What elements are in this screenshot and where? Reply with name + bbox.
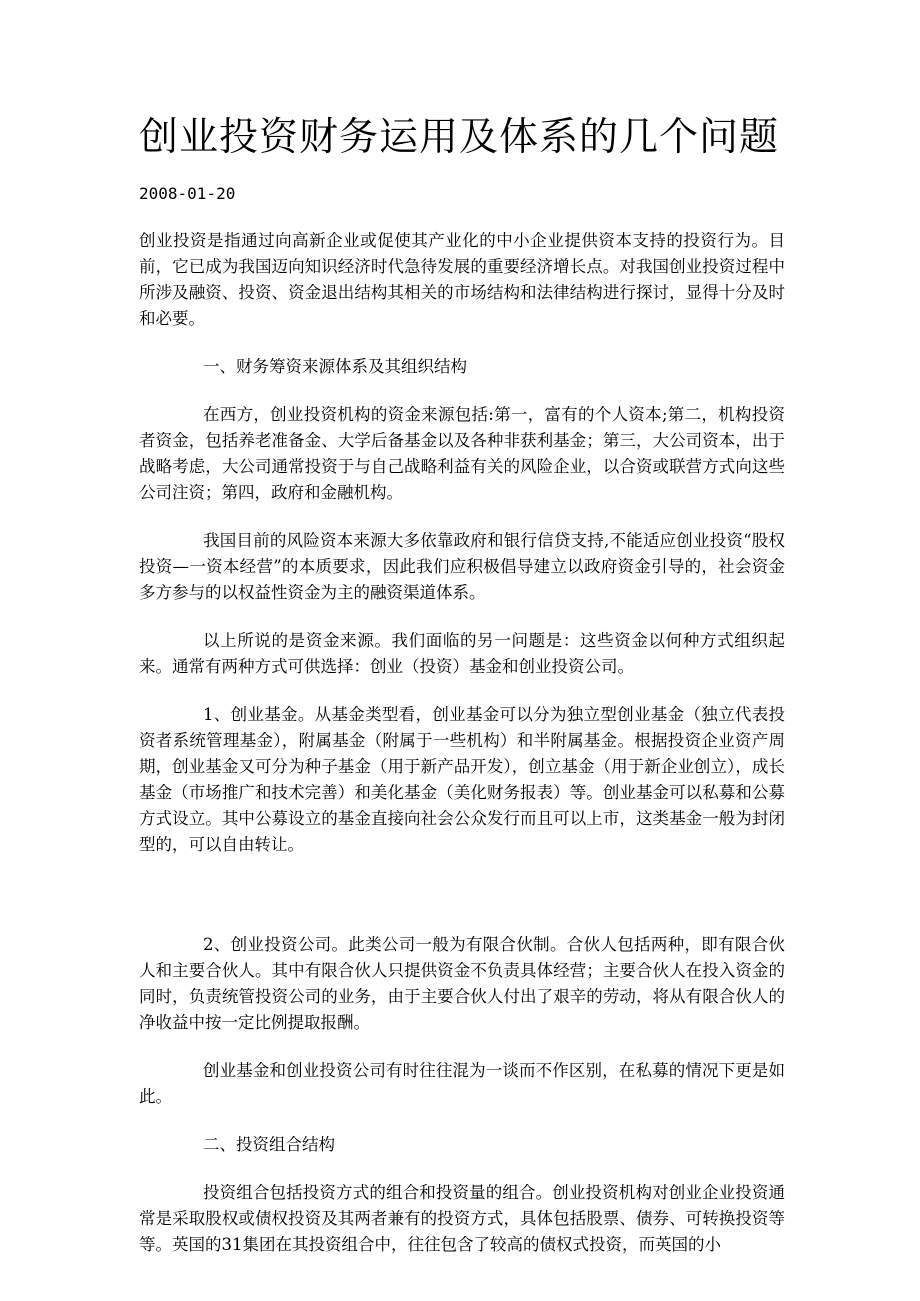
paragraph-venture-fund: 1、创业基金。从基金类型看，创业基金可以分为独立型创业基金（独立代表投资者系统管理基金），附属基金（附属于一些机构）和半附属基金。根据投资企业资产周期，创业基金又可分为种子基金（用于新产品开发），创立基金（用于新企业创立），成长基金（市场推广和技术完善）和美化基金（美化财务报表）等。创业基金可以私募和公募方式设立。其中公募设立的基金直接向社会公众发行而且可以上市，这类基金一般为封闭型的，可以自由转让。: [139, 705, 785, 854]
publish-date: 2008-01-20: [139, 184, 236, 203]
paragraph-portfolio: 投资组合包括投资方式的组合和投资量的组合。创业投资机构对创业企业投资通常是采取股权或债权投资及其两者兼有的投资方式，具体包括股票、债券、可转换投资等等。英国的31集团在其投资组合中，往往包含了较高的债权式投资，而英国的小: [139, 1183, 785, 1254]
paragraph-organization: 以上所说的是资金来源。我们面临的另一问题是：这些资金以何种方式组织起来。通常有两种方式可供选择：创业（投资）基金和创业投资公司。: [139, 631, 785, 676]
document-title: 创业投资财务运用及体系的几个问题: [139, 115, 780, 160]
intro-paragraph: 创业投资是指通过向高新企业或促使其产业化的中小企业提供资本支持的投资行为。目前，它已成为我国迈向知识经济时代急待发展的重要经济增长点。对我国创业投资过程中所涉及融资、投资、资金退出结构其相关的市场结构和法律结构进行探讨，显得十分及时和必要。: [139, 231, 785, 328]
paragraph-venture-company: 2、创业投资公司。此类公司一般为有限合伙制。合伙人包括两种，即有限合伙人和主要合伙人。其中有限合伙人只提供资金不负责具体经营；主要合伙人在投入资金的同时，负责统管投资公司的业务，由于主要合伙人付出了艰辛的劳动，将从有限合伙人的净收益中按一定比例提取报酬。: [139, 935, 785, 1032]
paragraph-distinction: 创业基金和创业投资公司有时往往混为一谈而不作区别，在私募的情况下更是如此。: [139, 1061, 785, 1106]
paragraph-china-sources: 我国目前的风险资本来源大多依靠政府和银行信贷支持,不能适应创业投资“股权投资—一资本经营”的本质要求，因此我们应积极倡导建立以政府资金引导的，社会资金多方参与的以权益性资金为主的融资渠道体系。: [139, 531, 785, 602]
section-heading-2: 二、投资组合结构: [203, 1135, 335, 1154]
article-body: [139, 228, 785, 1280]
section-heading-1: 一、财务筹资来源体系及其组织结构: [203, 357, 467, 376]
paragraph-western-sources: 在西方，创业投资机构的资金来源包括:第一，富有的个人资本;第二，机构投资者资金，包括养老准备金、大学后备基金以及各种非获利基金；第三，大公司资本，出于战略考虑，大公司通常投资于与自己战略利益有关的风险企业，以合资或联营方式向这些公司注资；第四，政府和金融机构。: [139, 405, 785, 502]
